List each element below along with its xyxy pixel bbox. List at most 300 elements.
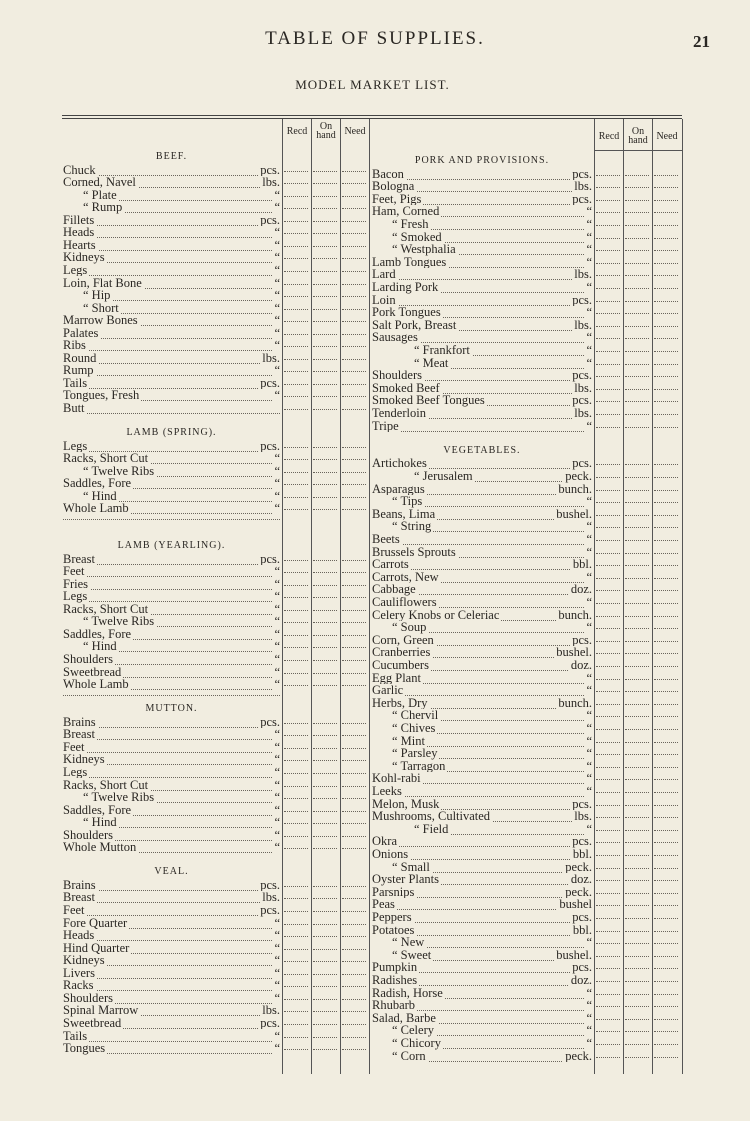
entry-cell[interactable] — [596, 410, 620, 415]
entry-cell[interactable] — [654, 234, 678, 239]
entry-cell[interactable] — [596, 738, 620, 743]
entry-cell[interactable] — [313, 995, 337, 1000]
entry-cell[interactable] — [284, 832, 308, 837]
entry-cell[interactable] — [596, 536, 620, 541]
entry-cell[interactable] — [284, 756, 308, 761]
entry-cell[interactable] — [313, 242, 337, 247]
entry-cell[interactable] — [654, 183, 678, 188]
entry-cell[interactable] — [342, 681, 366, 686]
entry-cell[interactable] — [596, 864, 620, 869]
entry-cell[interactable] — [313, 782, 337, 787]
entry-cell[interactable] — [342, 292, 366, 297]
entry-cell[interactable] — [284, 229, 308, 234]
entry-cell[interactable] — [654, 763, 678, 768]
entry-cell[interactable] — [625, 662, 649, 667]
entry-cell[interactable] — [596, 750, 620, 755]
entry-cell[interactable] — [284, 505, 308, 510]
entry-cell[interactable] — [596, 473, 620, 478]
entry-cell[interactable] — [596, 196, 620, 201]
entry-cell[interactable] — [284, 455, 308, 460]
entry-cell[interactable] — [313, 568, 337, 573]
entry-cell[interactable] — [342, 932, 366, 937]
entry-cell[interactable] — [625, 271, 649, 276]
entry-cell[interactable] — [342, 242, 366, 247]
entry-cell[interactable] — [625, 838, 649, 843]
entry-cell[interactable] — [654, 599, 678, 604]
entry-cell[interactable] — [342, 907, 366, 912]
entry-cell[interactable] — [342, 819, 366, 824]
entry-cell[interactable] — [654, 838, 678, 843]
entry-cell[interactable] — [596, 889, 620, 894]
entry-cell[interactable] — [654, 549, 678, 554]
entry-cell[interactable] — [313, 1020, 337, 1025]
entry-cell[interactable] — [654, 360, 678, 365]
entry-cell[interactable] — [313, 192, 337, 197]
entry-cell[interactable] — [342, 782, 366, 787]
entry-cell[interactable] — [284, 267, 308, 272]
entry-cell[interactable] — [596, 385, 620, 390]
entry-cell[interactable] — [625, 322, 649, 327]
entry-cell[interactable] — [284, 932, 308, 937]
entry-cell[interactable] — [654, 523, 678, 528]
entry-cell[interactable] — [313, 330, 337, 335]
entry-cell[interactable] — [625, 360, 649, 365]
entry-cell[interactable] — [284, 292, 308, 297]
entry-cell[interactable] — [596, 851, 620, 856]
entry-cell[interactable] — [654, 498, 678, 503]
entry-cell[interactable] — [596, 675, 620, 680]
entry-cell[interactable] — [342, 606, 366, 611]
entry-cell[interactable] — [313, 380, 337, 385]
entry-cell[interactable] — [313, 443, 337, 448]
entry-cell[interactable] — [654, 284, 678, 289]
entry-cell[interactable] — [625, 246, 649, 251]
entry-cell[interactable] — [342, 1033, 366, 1038]
entry-cell[interactable] — [284, 167, 308, 172]
entry-cell[interactable] — [284, 342, 308, 347]
entry-cell[interactable] — [342, 982, 366, 987]
entry-cell[interactable] — [625, 208, 649, 213]
entry-cell[interactable] — [313, 254, 337, 259]
entry-cell[interactable] — [625, 372, 649, 377]
entry-cell[interactable] — [284, 995, 308, 1000]
entry-cell[interactable] — [596, 977, 620, 982]
entry-cell[interactable] — [596, 901, 620, 906]
entry-cell[interactable] — [284, 254, 308, 259]
entry-cell[interactable] — [625, 423, 649, 428]
entry-cell[interactable] — [625, 196, 649, 201]
entry-cell[interactable] — [596, 1015, 620, 1020]
entry-cell[interactable] — [313, 907, 337, 912]
entry-cell[interactable] — [342, 468, 366, 473]
entry-cell[interactable] — [313, 179, 337, 184]
entry-cell[interactable] — [625, 750, 649, 755]
entry-cell[interactable] — [284, 355, 308, 360]
entry-cell[interactable] — [342, 405, 366, 410]
entry-cell[interactable] — [284, 719, 308, 724]
entry-cell[interactable] — [313, 493, 337, 498]
entry-cell[interactable] — [342, 882, 366, 887]
entry-cell[interactable] — [596, 1040, 620, 1045]
entry-cell[interactable] — [284, 405, 308, 410]
entry-cell[interactable] — [284, 1033, 308, 1038]
entry-cell[interactable] — [342, 280, 366, 285]
entry-cell[interactable] — [625, 851, 649, 856]
entry-cell[interactable] — [625, 486, 649, 491]
entry-cell[interactable] — [654, 801, 678, 806]
entry-cell[interactable] — [654, 738, 678, 743]
entry-cell[interactable] — [313, 392, 337, 397]
entry-cell[interactable] — [342, 945, 366, 950]
entry-cell[interactable] — [596, 712, 620, 717]
entry-cell[interactable] — [654, 1027, 678, 1032]
entry-cell[interactable] — [342, 480, 366, 485]
entry-cell[interactable] — [313, 970, 337, 975]
entry-cell[interactable] — [596, 246, 620, 251]
entry-cell[interactable] — [596, 574, 620, 579]
entry-cell[interactable] — [342, 229, 366, 234]
entry-cell[interactable] — [654, 914, 678, 919]
entry-cell[interactable] — [284, 744, 308, 749]
entry-cell[interactable] — [284, 769, 308, 774]
entry-cell[interactable] — [596, 423, 620, 428]
entry-cell[interactable] — [625, 788, 649, 793]
entry-cell[interactable] — [284, 1045, 308, 1050]
entry-cell[interactable] — [625, 334, 649, 339]
entry-cell[interactable] — [342, 179, 366, 184]
entry-cell[interactable] — [654, 712, 678, 717]
entry-cell[interactable] — [596, 397, 620, 402]
entry-cell[interactable] — [596, 788, 620, 793]
entry-cell[interactable] — [284, 443, 308, 448]
entry-cell[interactable] — [284, 380, 308, 385]
entry-cell[interactable] — [313, 807, 337, 812]
entry-cell[interactable] — [625, 183, 649, 188]
entry-cell[interactable] — [342, 267, 366, 272]
entry-cell[interactable] — [342, 556, 366, 561]
entry-cell[interactable] — [313, 982, 337, 987]
entry-cell[interactable] — [596, 826, 620, 831]
entry-cell[interactable] — [654, 952, 678, 957]
entry-cell[interactable] — [625, 561, 649, 566]
entry-cell[interactable] — [313, 317, 337, 322]
entry-cell[interactable] — [284, 367, 308, 372]
entry-cell[interactable] — [654, 977, 678, 982]
entry-cell[interactable] — [654, 964, 678, 969]
entry-cell[interactable] — [284, 1007, 308, 1012]
entry-cell[interactable] — [342, 618, 366, 623]
entry-cell[interactable] — [596, 700, 620, 705]
entry-cell[interactable] — [342, 1020, 366, 1025]
entry-cell[interactable] — [342, 192, 366, 197]
entry-cell[interactable] — [313, 204, 337, 209]
entry-cell[interactable] — [313, 468, 337, 473]
entry-cell[interactable] — [596, 561, 620, 566]
entry-cell[interactable] — [342, 380, 366, 385]
entry-cell[interactable] — [625, 990, 649, 995]
entry-cell[interactable] — [313, 945, 337, 950]
entry-cell[interactable] — [596, 775, 620, 780]
entry-cell[interactable] — [596, 990, 620, 995]
entry-cell[interactable] — [342, 769, 366, 774]
entry-cell[interactable] — [654, 612, 678, 617]
entry-cell[interactable] — [284, 330, 308, 335]
entry-cell[interactable] — [625, 523, 649, 528]
entry-cell[interactable] — [284, 945, 308, 950]
entry-cell[interactable] — [313, 593, 337, 598]
entry-cell[interactable] — [596, 662, 620, 667]
entry-cell[interactable] — [342, 367, 366, 372]
entry-cell[interactable] — [284, 894, 308, 899]
entry-cell[interactable] — [596, 763, 620, 768]
entry-cell[interactable] — [596, 297, 620, 302]
entry-cell[interactable] — [625, 1040, 649, 1045]
entry-cell[interactable] — [625, 1015, 649, 1020]
entry-cell[interactable] — [284, 192, 308, 197]
entry-cell[interactable] — [654, 700, 678, 705]
entry-cell[interactable] — [342, 894, 366, 899]
entry-cell[interactable] — [284, 782, 308, 787]
entry-cell[interactable] — [313, 405, 337, 410]
entry-cell[interactable] — [342, 1045, 366, 1050]
entry-cell[interactable] — [625, 700, 649, 705]
entry-cell[interactable] — [654, 662, 678, 667]
entry-cell[interactable] — [625, 914, 649, 919]
entry-cell[interactable] — [654, 990, 678, 995]
entry-cell[interactable] — [342, 493, 366, 498]
entry-cell[interactable] — [313, 167, 337, 172]
entry-cell[interactable] — [284, 731, 308, 736]
entry-cell[interactable] — [342, 217, 366, 222]
entry-cell[interactable] — [654, 1053, 678, 1058]
entry-cell[interactable] — [284, 480, 308, 485]
entry-cell[interactable] — [654, 927, 678, 932]
entry-cell[interactable] — [654, 309, 678, 314]
entry-cell[interactable] — [654, 536, 678, 541]
entry-cell[interactable] — [625, 498, 649, 503]
entry-cell[interactable] — [284, 656, 308, 661]
entry-cell[interactable] — [342, 643, 366, 648]
entry-cell[interactable] — [654, 397, 678, 402]
entry-cell[interactable] — [654, 624, 678, 629]
entry-cell[interactable] — [284, 970, 308, 975]
entry-cell[interactable] — [284, 794, 308, 799]
entry-cell[interactable] — [596, 347, 620, 352]
entry-cell[interactable] — [342, 254, 366, 259]
entry-cell[interactable] — [625, 473, 649, 478]
entry-cell[interactable] — [342, 656, 366, 661]
entry-cell[interactable] — [625, 599, 649, 604]
entry-cell[interactable] — [284, 317, 308, 322]
entry-cell[interactable] — [654, 876, 678, 881]
entry-cell[interactable] — [654, 574, 678, 579]
entry-cell[interactable] — [313, 669, 337, 674]
entry-cell[interactable] — [625, 977, 649, 982]
entry-cell[interactable] — [313, 882, 337, 887]
entry-cell[interactable] — [313, 719, 337, 724]
entry-cell[interactable] — [654, 750, 678, 755]
entry-cell[interactable] — [342, 568, 366, 573]
entry-cell[interactable] — [596, 183, 620, 188]
entry-cell[interactable] — [284, 217, 308, 222]
entry-cell[interactable] — [625, 964, 649, 969]
entry-cell[interactable] — [342, 794, 366, 799]
entry-cell[interactable] — [284, 844, 308, 849]
entry-cell[interactable] — [625, 725, 649, 730]
entry-cell[interactable] — [596, 221, 620, 226]
entry-cell[interactable] — [625, 284, 649, 289]
entry-cell[interactable] — [625, 385, 649, 390]
entry-cell[interactable] — [342, 317, 366, 322]
entry-cell[interactable] — [625, 763, 649, 768]
entry-cell[interactable] — [284, 242, 308, 247]
entry-cell[interactable] — [342, 744, 366, 749]
entry-cell[interactable] — [625, 939, 649, 944]
entry-cell[interactable] — [313, 794, 337, 799]
entry-cell[interactable] — [596, 801, 620, 806]
entry-cell[interactable] — [596, 498, 620, 503]
entry-cell[interactable] — [596, 838, 620, 843]
entry-cell[interactable] — [284, 593, 308, 598]
entry-cell[interactable] — [284, 669, 308, 674]
entry-cell[interactable] — [342, 669, 366, 674]
entry-cell[interactable] — [284, 819, 308, 824]
entry-cell[interactable] — [313, 606, 337, 611]
entry-cell[interactable] — [342, 305, 366, 310]
entry-cell[interactable] — [654, 297, 678, 302]
entry-cell[interactable] — [596, 612, 620, 617]
entry-cell[interactable] — [654, 385, 678, 390]
entry-cell[interactable] — [313, 618, 337, 623]
entry-cell[interactable] — [596, 813, 620, 818]
entry-cell[interactable] — [313, 819, 337, 824]
entry-cell[interactable] — [284, 556, 308, 561]
entry-cell[interactable] — [654, 334, 678, 339]
entry-cell[interactable] — [654, 208, 678, 213]
entry-cell[interactable] — [654, 864, 678, 869]
entry-cell[interactable] — [625, 1002, 649, 1007]
entry-cell[interactable] — [596, 208, 620, 213]
entry-cell[interactable] — [625, 624, 649, 629]
entry-cell[interactable] — [625, 1053, 649, 1058]
entry-cell[interactable] — [596, 549, 620, 554]
entry-cell[interactable] — [284, 392, 308, 397]
entry-cell[interactable] — [596, 271, 620, 276]
entry-cell[interactable] — [625, 460, 649, 465]
entry-cell[interactable] — [596, 637, 620, 642]
entry-cell[interactable] — [596, 586, 620, 591]
entry-cell[interactable] — [625, 234, 649, 239]
entry-cell[interactable] — [596, 284, 620, 289]
entry-cell[interactable] — [284, 807, 308, 812]
entry-cell[interactable] — [625, 649, 649, 654]
entry-cell[interactable] — [596, 309, 620, 314]
entry-cell[interactable] — [342, 581, 366, 586]
entry-cell[interactable] — [654, 259, 678, 264]
entry-cell[interactable] — [596, 360, 620, 365]
entry-cell[interactable] — [313, 844, 337, 849]
entry-cell[interactable] — [313, 957, 337, 962]
entry-cell[interactable] — [284, 280, 308, 285]
entry-cell[interactable] — [313, 480, 337, 485]
entry-cell[interactable] — [625, 549, 649, 554]
entry-cell[interactable] — [654, 322, 678, 327]
entry-cell[interactable] — [284, 681, 308, 686]
entry-cell[interactable] — [654, 1015, 678, 1020]
entry-cell[interactable] — [284, 493, 308, 498]
entry-cell[interactable] — [313, 1007, 337, 1012]
entry-cell[interactable] — [654, 775, 678, 780]
entry-cell[interactable] — [596, 624, 620, 629]
entry-cell[interactable] — [342, 731, 366, 736]
entry-cell[interactable] — [654, 246, 678, 251]
entry-cell[interactable] — [284, 1020, 308, 1025]
entry-cell[interactable] — [313, 342, 337, 347]
entry-cell[interactable] — [313, 832, 337, 837]
entry-cell[interactable] — [654, 813, 678, 818]
entry-cell[interactable] — [625, 612, 649, 617]
entry-cell[interactable] — [654, 271, 678, 276]
entry-cell[interactable] — [313, 581, 337, 586]
entry-cell[interactable] — [342, 957, 366, 962]
entry-cell[interactable] — [284, 957, 308, 962]
entry-cell[interactable] — [654, 1040, 678, 1045]
entry-cell[interactable] — [342, 443, 366, 448]
entry-cell[interactable] — [654, 486, 678, 491]
entry-cell[interactable] — [596, 964, 620, 969]
entry-cell[interactable] — [625, 309, 649, 314]
entry-cell[interactable] — [596, 486, 620, 491]
entry-cell[interactable] — [625, 221, 649, 226]
entry-cell[interactable] — [625, 738, 649, 743]
entry-cell[interactable] — [284, 581, 308, 586]
entry-cell[interactable] — [313, 305, 337, 310]
entry-cell[interactable] — [596, 876, 620, 881]
entry-cell[interactable] — [313, 932, 337, 937]
entry-cell[interactable] — [342, 756, 366, 761]
entry-cell[interactable] — [313, 505, 337, 510]
entry-cell[interactable] — [625, 1027, 649, 1032]
entry-cell[interactable] — [313, 355, 337, 360]
entry-cell[interactable] — [625, 410, 649, 415]
entry-cell[interactable] — [625, 536, 649, 541]
entry-cell[interactable] — [625, 511, 649, 516]
entry-cell[interactable] — [342, 330, 366, 335]
entry-cell[interactable] — [596, 259, 620, 264]
entry-cell[interactable] — [313, 1033, 337, 1038]
entry-cell[interactable] — [313, 631, 337, 636]
entry-cell[interactable] — [313, 292, 337, 297]
entry-cell[interactable] — [654, 221, 678, 226]
entry-cell[interactable] — [625, 397, 649, 402]
entry-cell[interactable] — [284, 643, 308, 648]
entry-cell[interactable] — [625, 901, 649, 906]
entry-cell[interactable] — [313, 643, 337, 648]
entry-cell[interactable] — [342, 807, 366, 812]
entry-cell[interactable] — [313, 367, 337, 372]
entry-cell[interactable] — [625, 952, 649, 957]
entry-cell[interactable] — [284, 907, 308, 912]
entry-cell[interactable] — [596, 460, 620, 465]
entry-cell[interactable] — [342, 593, 366, 598]
entry-cell[interactable] — [342, 631, 366, 636]
entry-cell[interactable] — [654, 423, 678, 428]
entry-cell[interactable] — [625, 813, 649, 818]
entry-cell[interactable] — [313, 280, 337, 285]
entry-cell[interactable] — [596, 234, 620, 239]
entry-cell[interactable] — [342, 204, 366, 209]
entry-cell[interactable] — [284, 631, 308, 636]
